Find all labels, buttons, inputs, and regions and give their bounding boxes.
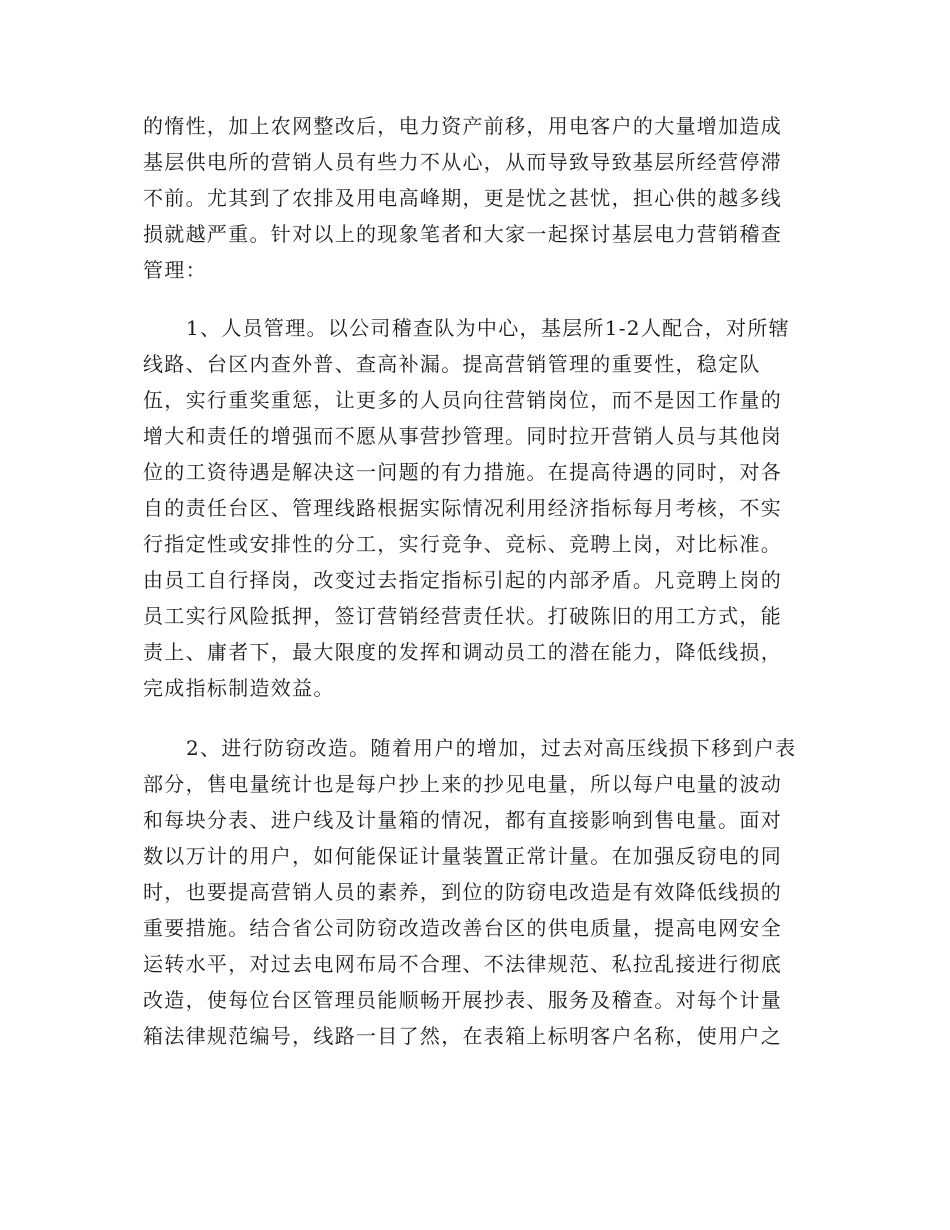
text-line: 箱法律规范编号，线路一目了然，在表箱上标明客户名称，使用户之 [143, 1024, 782, 1048]
text-line: 损就越严重。针对以上的现象笔者和大家一起探讨基层电力营销稽查 [143, 222, 782, 246]
text-line: 责上、庸者下，最大限度的发挥和调动员工的潜在能力，降低线损， [143, 640, 782, 664]
text-line: 完成指标制造效益。 [143, 676, 335, 700]
text-line: 改造，使每位台区管理员能顺畅开展抄表、服务及稽查。对每个计量 [143, 988, 782, 1012]
text-line: 重要措施。结合省公司防窃改造改善台区的供电质量，提高电网安全 [143, 916, 782, 940]
text-line: 增大和责任的增强而不愿从事营抄管理。同时拉开营销人员与其他岗 [143, 424, 782, 448]
text-line: 行指定性或安排性的分工，实行竞争、竞标、竞聘上岗，对比标准。 [143, 532, 782, 556]
paragraph-2-first-line: 2、进行防窃改造。随着用户的增加，过去对高压线损下移到户表 [186, 736, 797, 760]
text-line: 和每块分表、进户线及计量箱的情况，都有直接影响到售电量。面对 [143, 808, 782, 832]
text-line: 伍，实行重奖重惩，让更多的人员向往营销岗位，而不是因工作量的 [143, 388, 782, 412]
text-line: 时，也要提高营销人员的素养，到位的防窃电改造是有效降低线损的 [143, 880, 782, 904]
paragraph-1-first-line: 1、人员管理。以公司稽查队为中心，基层所1-2人配合，对所辖 [186, 316, 790, 340]
text-line: 部分，售电量统计也是每户抄上来的抄见电量，所以每户电量的波动 [143, 772, 782, 796]
text-line: 的惰性，加上农网整改后，电力资产前移，用电客户的大量增加造成 [143, 114, 782, 138]
text-line: 自的责任台区、管理线路根据实际情况利用经济指标每月考核，不实 [143, 496, 782, 520]
text-line: 由员工自行择岗，改变过去指定指标引起的内部矛盾。凡竞聘上岗的 [143, 568, 782, 592]
text-line: 管理： [143, 258, 207, 282]
text-line: 不前。尤其到了农排及用电高峰期，更是忧之甚忧，担心供的越多线 [143, 186, 782, 210]
text-line: 位的工资待遇是解决这一问题的有力措施。在提高待遇的同时，对各 [143, 460, 782, 484]
text-line: 员工实行风险抵押，签订营销经营责任状。打破陈旧的用工方式，能 [143, 604, 782, 628]
text-line: 数以万计的用户，如何能保证计量装置正常计量。在加强反窃电的同 [143, 844, 782, 868]
text-line: 运转水平，对过去电网布局不合理、不法律规范、私拉乱接进行彻底 [143, 952, 782, 976]
text-line: 线路、台区内查外普、查高补漏。提高营销管理的重要性，稳定队 [143, 352, 761, 376]
text-line: 基层供电所的营销人员有些力不从心，从而导致导致基层所经营停滞 [143, 150, 782, 174]
